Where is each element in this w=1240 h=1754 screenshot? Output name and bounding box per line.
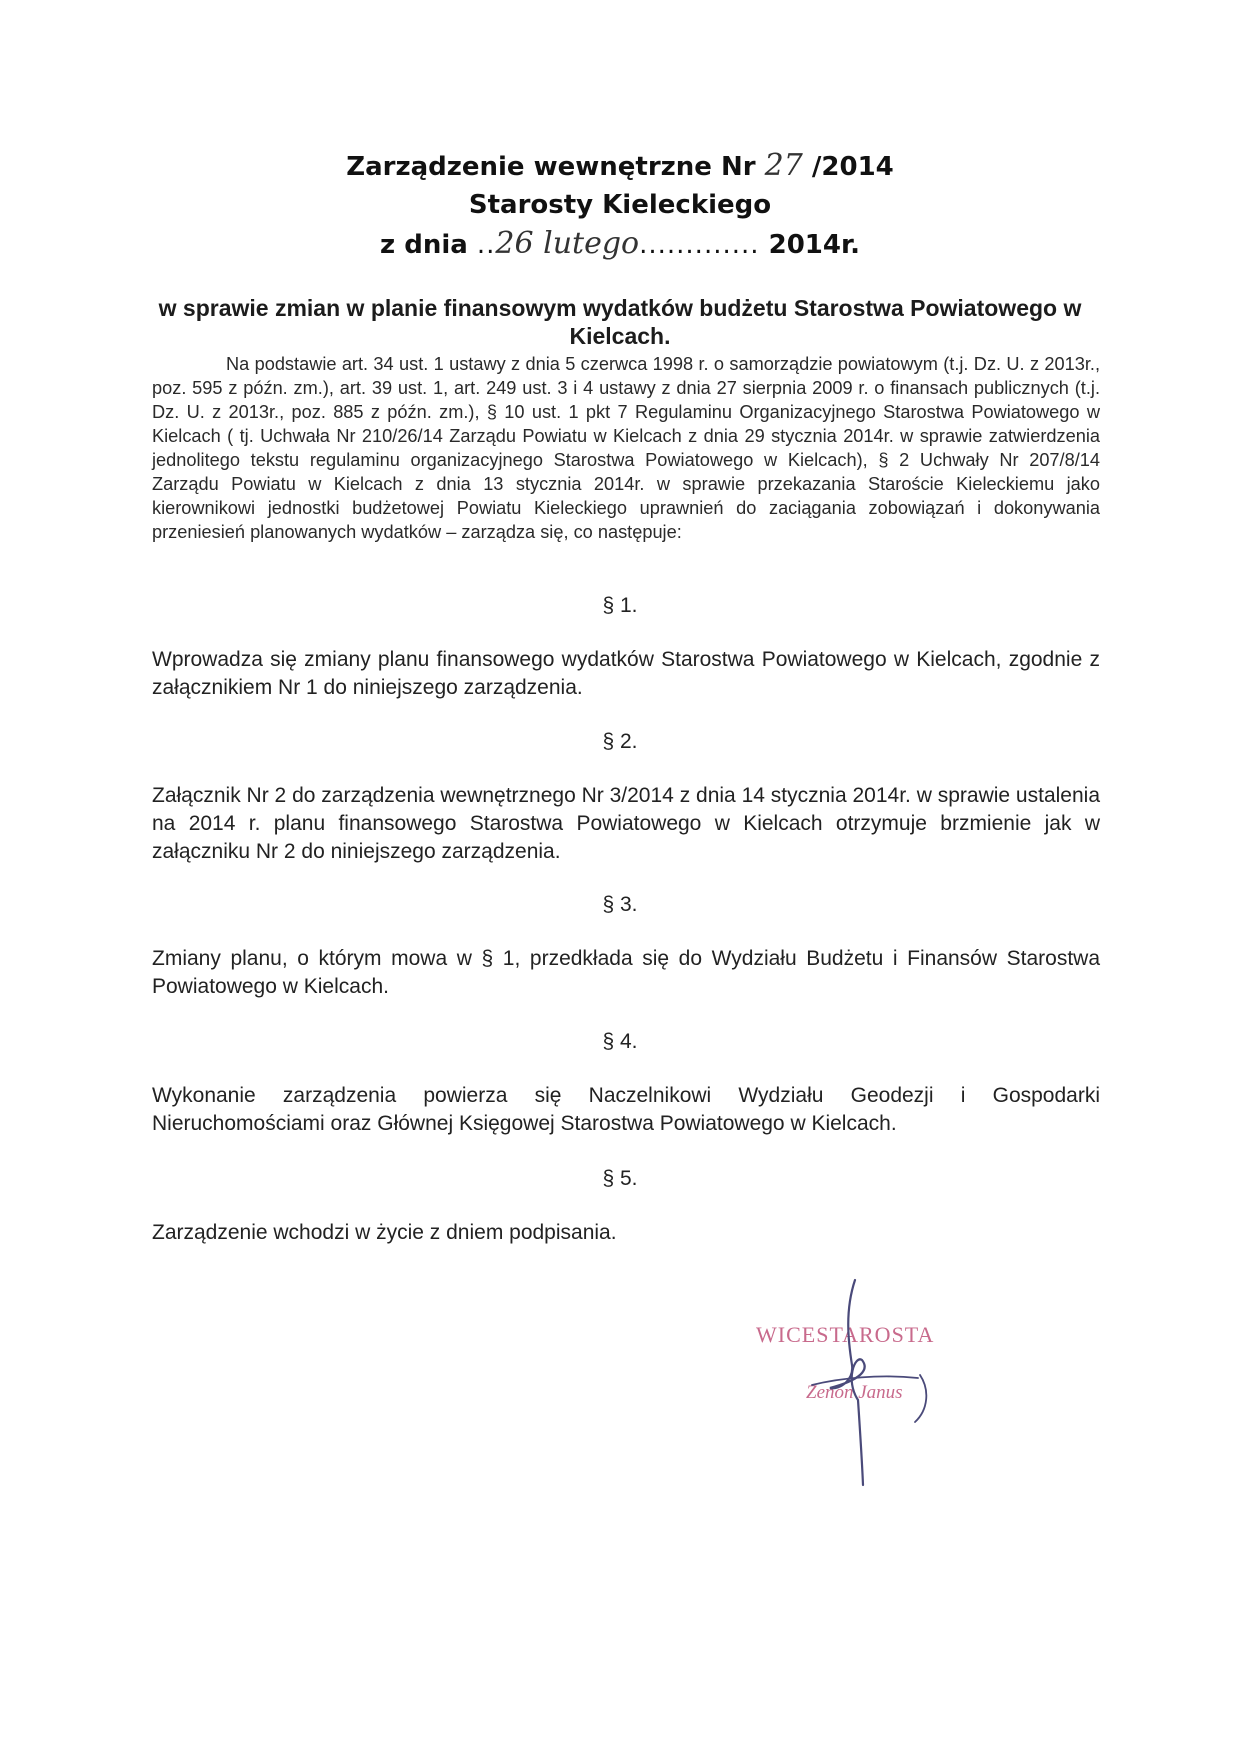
handwritten-number: 27 bbox=[764, 148, 803, 183]
title-line-3: z dnia ..26 lutego............. 2014r. bbox=[380, 226, 860, 261]
date-prefix: z dnia bbox=[380, 230, 468, 260]
handwritten-date: 26 lutego bbox=[495, 226, 640, 261]
section-mark-4: § 4. bbox=[602, 1030, 638, 1053]
date-suffix: 2014r. bbox=[768, 230, 860, 260]
section-mark-3: § 3. bbox=[602, 893, 638, 916]
title-line-1 bbox=[0, 148, 1240, 183]
section-mark-5: § 5. bbox=[602, 1167, 638, 1190]
stamp-name: Zenon Janus bbox=[806, 1382, 903, 1403]
section-text-1: Wprowadza się zmiany planu finansowego wydatków Starostwa Powiatowego w Kielcach, zgodnie z załącznikiem Nr 1 do niniejszego zarządzenia. bbox=[152, 648, 1100, 699]
title-line-2: Starosty Kieleckiego bbox=[468, 190, 772, 220]
section-text-2: Załącznik Nr 2 do zarządzenia wewnętrznego Nr 3/2014 z dnia 14 stycznia 2014r. w sprawie ustalenia na 2014 r. planu finansowego Starostwa Powiatowego w Kielcach otrzymuje brzmienie jak w załączniku Nr 2 do niniejszego zarządzenia. bbox=[152, 784, 1100, 863]
section-text-5: Zarządzenie wchodzi w życie z dniem podpisania. bbox=[152, 1221, 617, 1244]
handwritten-signature bbox=[800, 1270, 960, 1490]
section-text-3: Zmiany planu, o którym mowa w § 1, przedkłada się do Wydziału Budżetu i Finansów Starostwa Powiatowego w Kielcach. bbox=[152, 947, 1100, 998]
title-year: /2014 bbox=[811, 152, 894, 182]
legal-basis-paragraph: Na podstawie art. 34 ust. 1 ustawy z dnia 5 czerwca 1998 r. o samorządzie powiatowym (t.j. Dz. U. z 2013r., poz. 595 z późn. zm.), art. 39 ust. 1, art. 249 ust. 3 i 4 ustawy z dnia 27 sierpnia 2009 r. o finansach publicznych (t.j. Dz. U. z 2013r., poz. 885 z późn. zm.), § 10 ust. 1 pkt 7 Regulaminu Organizacyjnego Starostwa Powiatowego w Kielcach ( tj. Uchwała Nr 210/26/14 Zarządu Powiatu w Kielcach z dnia 29 stycznia 2014r. w sprawie zatwierdzenia jednolitego tekstu regulaminu organizacyjnego Starostwa Powiatowego w Kielcach), § 2 Uchwały Nr 207/8/14 Zarządu Powiatu w Kielcach z dnia 13 stycznia 2014r. w sprawie przekazania Staroście Kieleckiemu jako kierownikowi jednostki budżetowej Powiatu Kieleckiego uprawnień do zaciągania zobowiązań i dokonywania przeniesień planowanych wydatków – zarządza się, co następuje: bbox=[152, 354, 1100, 542]
subject-heading: w sprawie zmian w planie finansowym wydatków budżetu Starostwa Powiatowego w Kielcach. bbox=[158, 295, 1082, 349]
section-mark-1: § 1. bbox=[602, 594, 638, 617]
stamp-title: WICESTAROSTA bbox=[756, 1322, 935, 1347]
title-prefix: Zarządzenie wewnętrzne Nr bbox=[346, 152, 756, 182]
section-text-4: Wykonanie zarządzenia powierza się Naczelnikowi Wydziału Geodezji i Gospodarki Nieruchomościami oraz Głównej Księgowej Starostwa Powiatowego w Kielcach. bbox=[152, 1084, 1100, 1135]
section-mark-2: § 2. bbox=[602, 730, 638, 753]
